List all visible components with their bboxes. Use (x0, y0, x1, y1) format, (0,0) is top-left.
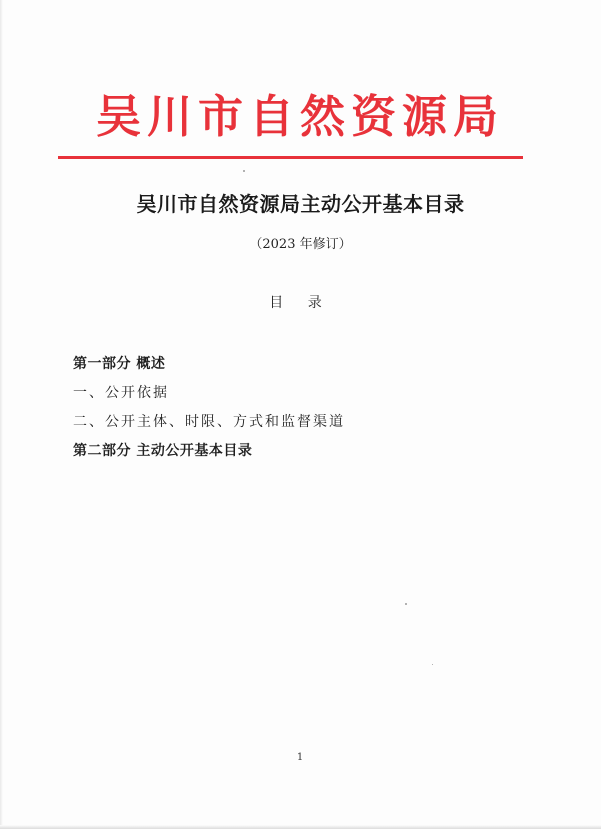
toc-heading: 目 录 (269, 295, 332, 311)
toc-item-part-2: 第二部分 主动公开基本目录 (73, 443, 253, 459)
revision-note: （2023 年修订） (249, 237, 352, 252)
scan-edge-left (0, 0, 3, 829)
letterhead-organization-name: 吴川市自然资源局 (95, 90, 504, 143)
scan-speck (405, 603, 407, 605)
toc-item-section-2: 二、公开主体、时限、方式和监督渠道 (73, 414, 345, 430)
page-number: 1 (296, 752, 304, 763)
scan-speck (243, 170, 245, 172)
scan-speck (432, 664, 433, 665)
letterhead-red-rule (58, 156, 523, 159)
toc-item-section-1: 一、公开依据 (73, 385, 169, 401)
document-title: 吴川市自然资源局主动公开基本目录 (136, 192, 465, 216)
scan-edge-bottom (0, 825, 601, 829)
toc-item-part-1: 第一部分 概述 (73, 356, 166, 372)
toc-list (73, 354, 543, 470)
